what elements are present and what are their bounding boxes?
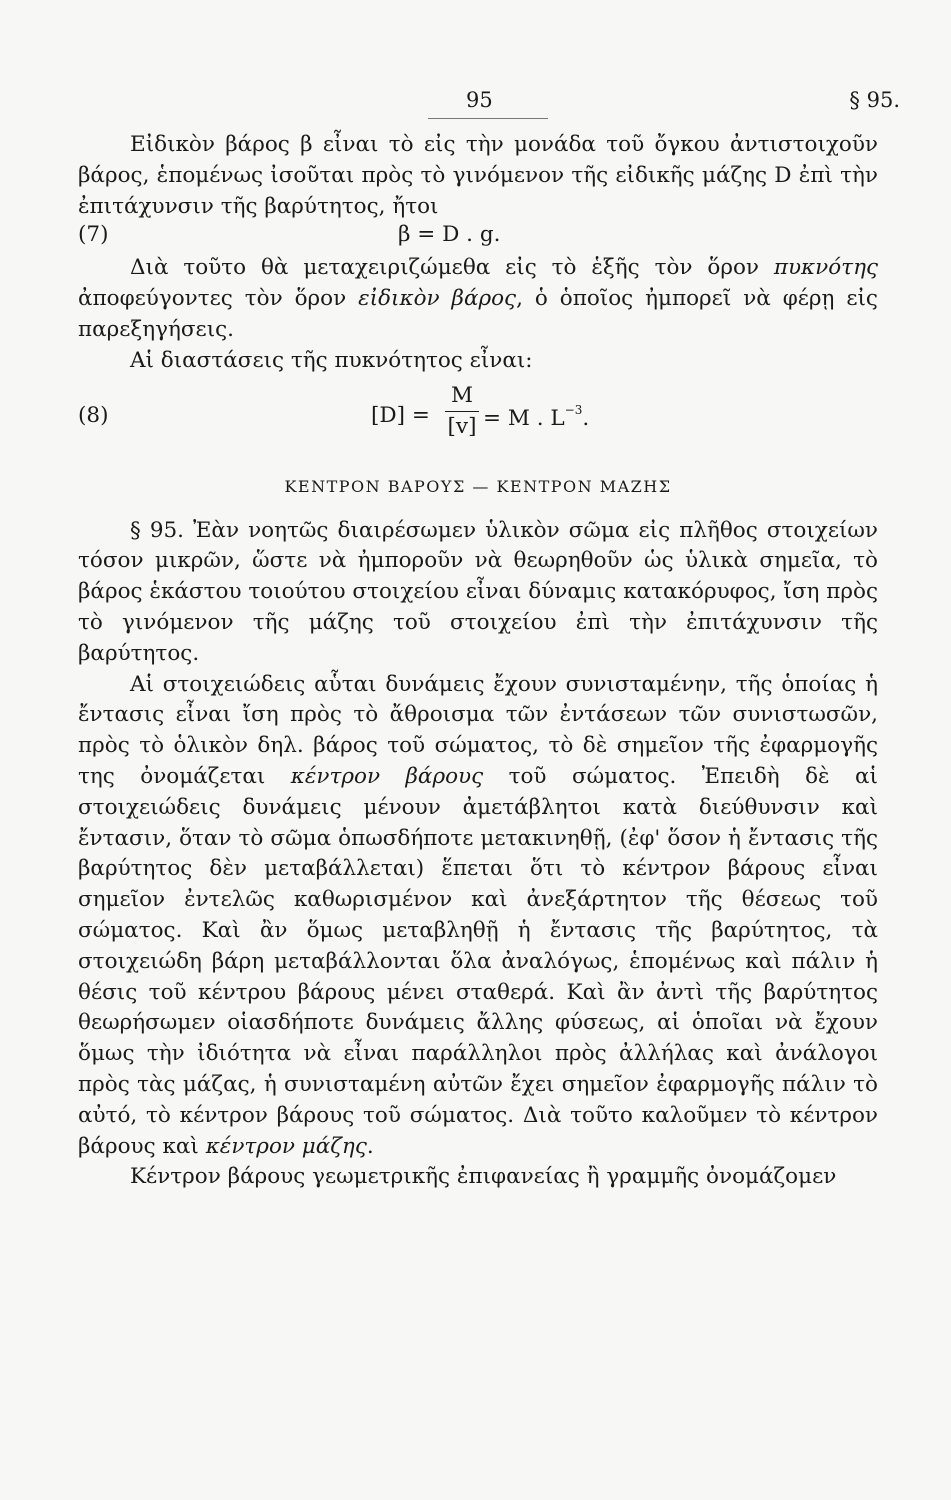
text-span: τοῦ σώματος. Ἐπειδὴ δὲ αἱ στοιχειώδεις δυνάμεις μένουν ἀμετάβλητοι κατὰ διεύθυνσιν καὶ ἔντασιν, ὅταν τὸ σῶμα ὁπωσδήποτε μετακινηθῇ, (ἐφ' ὅσον ἡ ἔντασις τῆς βαρύτητος δὲν μεταβάλλεται) ἕπεται ὅτι τὸ κέντρον βάρους εἶναι σημεῖον ἐντελῶς καθωρισμένον καὶ ἀνεξάρτητον τῆς θέσεως τοῦ σώματος. Καὶ ἂν ὅμως μεταβληθῇ ἡ ἔντασις τῆς βαρύτητος, τὰ στοιχειώδη βάρη μεταβάλλονται ὅλα ἀναλόγως, ἑπομένως καὶ πάλιν ἡ θέσις τοῦ κέντρου βάρους μένει σταθερά. Καὶ ἂν ἀντὶ τῆς βαρύτητος θεωρήσωμεν οἱασδήποτε δυνάμεις ἄλλης φύσεως, αἱ ὁποῖαι νὰ ἔχουν ὅμως τὴν ἰδιότητα νὰ εἶναι παράλληλοι πρὸς ἀλλήλας καὶ ἀνάλογοι πρὸς τὰς μάζας, ἡ συνισταμένη αὐτῶν ἔχει σημεῖον ἐφαρμογῆς πάλιν τὸ αὐτό, τὸ κέντρον βάρους τοῦ σώματος. Διὰ τοῦτο καλοῦμεν τὸ κέντρον βάρους καὶ (78, 763, 878, 1159)
text-span: Αἱ στοιχειώδεις αὗται δυνάμεις ἔχουν συνισταμένην, τῆς ὁποίας ἡ ἔντασις εἶναι ἴση πρὸς τὸ ἄθροισμα τῶν ἐντάσεων τῶν συνιστωσῶν, πρὸς τὸ ὁλικὸν δηλ. βάρος τοῦ σώματος, τὸ δὲ σημεῖον τῆς ἐφαρμογῆς της ὀνομάζεται (78, 671, 878, 789)
paragraph-specific-weight: Εἰδικὸν βάρος β εἶναι τὸ εἰς τὴν μονάδα τοῦ ὄγκου ἀντιστοιχοῦν βάρος, ἑπομένως ἰσοῦται πρὸς τὸ γινόμενον τῆς εἰδικῆς μάζης D ἐπὶ τὴν ἐπιτάχυνσιν τῆς βαρύτητος, ἤτοι (78, 132, 878, 219)
section-subtitle: ΚΕΝΤΡΟΝ ΒΑΡΟΥΣ — ΚΕΝΤΡΟΝ ΜΑΖΗΣ (284, 476, 672, 496)
fraction (443, 381, 481, 442)
text-span: , ὁ ὁποῖος ἠμπορεῖ νὰ φέρῃ εἰς παρεξηγήσεις. (78, 286, 878, 342)
italic-term: πυκνότης (773, 255, 878, 281)
rhs-text: = M . L (483, 405, 565, 431)
paragraph-center-of-gravity (78, 670, 878, 1163)
text-span: ἀποφεύγοντες τὸν ὅρον (78, 286, 359, 312)
equation-number: (8) (78, 402, 109, 428)
page-number: 95 (466, 88, 493, 112)
paragraph-density-term (78, 253, 878, 345)
equation-lhs: [D] = (371, 402, 430, 428)
section-mark: § 95. (849, 88, 900, 112)
text-span: Διὰ τοῦτο θὰ μεταχειριζώμεθα εἰς τὸ ἑξῆς τὸν ὅρον (130, 255, 774, 281)
italic-term: εἰδικὸν βάρος (358, 286, 517, 312)
rhs-end: . (582, 405, 590, 431)
book-page (78, 88, 900, 1193)
fraction-denominator: [v] (447, 413, 477, 439)
italic-term: κέντρον μάζης (205, 1133, 367, 1159)
equation-rhs (483, 403, 589, 431)
italic-term: κέντρον βάρους (290, 763, 484, 789)
equation-7 (78, 222, 878, 253)
text-span: . (366, 1133, 374, 1159)
equation-formula: β = D . g. (398, 222, 501, 248)
page-header (78, 88, 900, 130)
exponent: −3 (564, 402, 583, 417)
page-number-underline (428, 118, 548, 119)
paragraph-geometric-center: Κέντρον βάρους γεωμετρικῆς ἐπιφανείας ἢ γραμμῆς ὀνομάζομεν (130, 1164, 837, 1190)
equation-number: (7) (78, 222, 109, 248)
fraction-numerator: M (450, 382, 473, 408)
paragraph-dimensions: Αἱ διαστάσεις τῆς πυκνότητος εἶναι: (130, 347, 533, 373)
paragraph-section-95: § 95. Ἐὰν νοητῶς διαιρέσωμεν ὑλικὸν σῶμα εἰς πλῆθος στοιχείων τόσον μικρῶν, ὥστε νὰ ἠμποροῦν νὰ θεωρηθοῦν ὡς ὑλικὰ σημεῖα, τὸ βάρος ἑκάστου τοιούτου στοιχείου εἶναι δύναμις κατακόρυφος, ἴση πρὸς τὸ γινόμενον τῆς μάζης τοῦ στοιχείου ἐπὶ τὴν ἐπιτάχυνσιν τῆς βαρύτητος. (78, 517, 878, 666)
equation-8 (78, 381, 878, 451)
